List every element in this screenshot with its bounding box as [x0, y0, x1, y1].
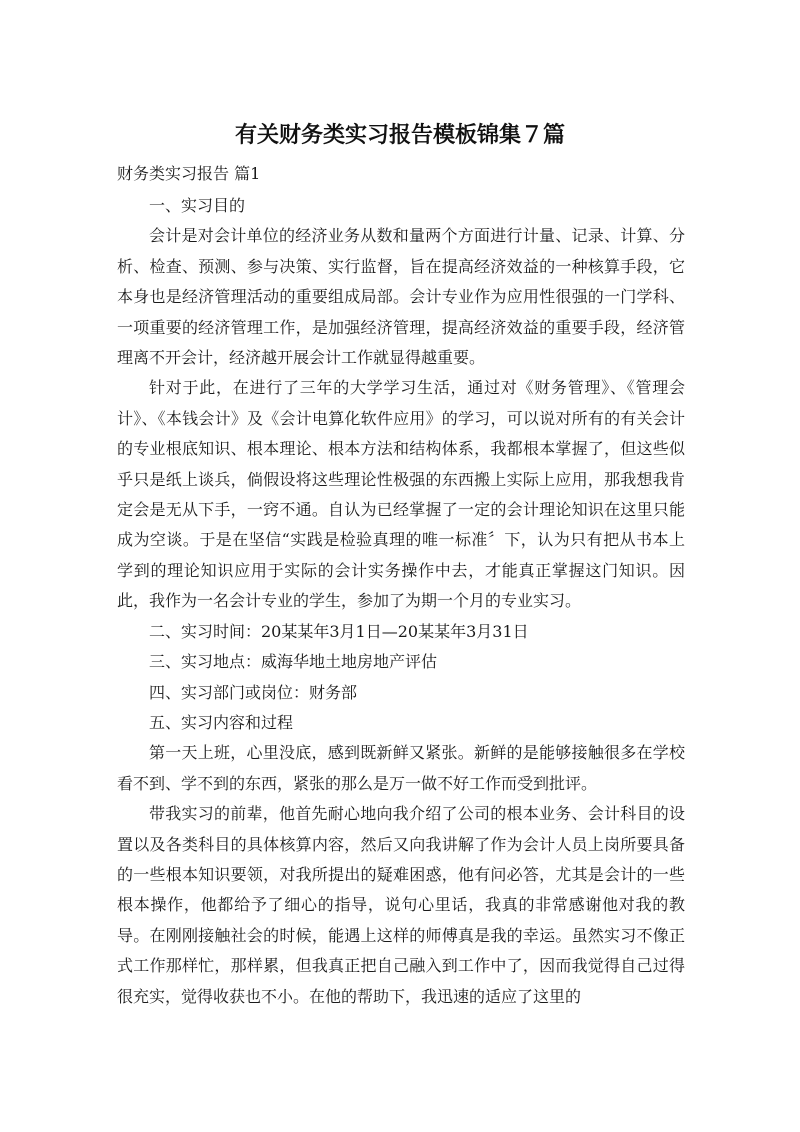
paragraph: 针对于此，在进行了三年的大学学习生活，通过对《财务管理》、《管理会计》、《本钱会计》及《会计电算化软件应用》的学习，可以说对所有的有关会计的专业根底知识、根本理论、根本方法和结构体系，我都根本掌握了，但这些似乎只是纸上谈兵，倘假设将这些理论性极强的东西搬上实际上应用，那我想我肯定会是无从下手，一窍不通。自认为已经掌握了一定的会计理论知识在这里只能成为空谈。于是在坚信“实践是检验真理的唯一标准〞下，认为只有把从书本上学到的理论知识应用于实际的会计实务操作中去，才能真正掌握这门知识。因此，我作为一名会计专业的学生，参加了为期一个月的专业实习。 — [117, 378, 685, 611]
document-title: 有关财务类实习报告模板锦集７篇 — [234, 123, 565, 148]
paragraph: 二、实习时间：20某某年3月1日—20某某年3月31日 — [149, 621, 529, 641]
document-body — [117, 191, 685, 1012]
paragraph: 带我实习的前辈，他首先耐心地向我介绍了公司的根本业务、会计科目的设置以及各类科目的具体核算内容，然后又向我讲解了作为会计人员上岗所要具备的一些根本知识要领，对我所提出的疑难困惑，他有问必答，尤其是会计的一些根本操作，他都给予了细心的指导，说句心里话，我真的非常感谢他对我的教导。在刚刚接触社会的时候，能遇上这样的师傅真是我的幸运。虽然实习不像正式工作那样忙，那样累，但我真正把自己融入到工作中了，因而我觉得自己过得很充实，觉得收获也不小。在他的帮助下，我迅速的适应了这里的 — [117, 804, 685, 1006]
paragraph: 第一天上班，心里没底，感到既新鲜又紧张。新鲜的是能够接触很多在学校看不到、学不到的东西，紧张的那么是万一做不好工作而受到批评。 — [117, 743, 685, 793]
paragraph: 四、实习部门或岗位：财务部 — [149, 682, 358, 702]
paragraph: 会计是对会计单位的经济业务从数和量两个方面进行计量、记录、计算、分析、检查、预测、参与决策、实行监督，旨在提高经济效益的一种核算手段，它本身也是经济管理活动的重要组成局部。会计专业作为应用性很强的一门学科、一项重要的经济管理工作，是加强经济管理，提高经济效益的重要手段，经济管理离不开会计，经济越开展会计工作就显得越重要。 — [117, 226, 685, 368]
section-heading: 财务类实习报告 篇1 — [117, 164, 261, 183]
paragraph: 一、实习目的 — [149, 196, 246, 215]
paragraph: 三、实习地点：威海华地土地房地产评估 — [149, 652, 438, 672]
paragraph: 五、实习内容和过程 — [149, 712, 294, 732]
